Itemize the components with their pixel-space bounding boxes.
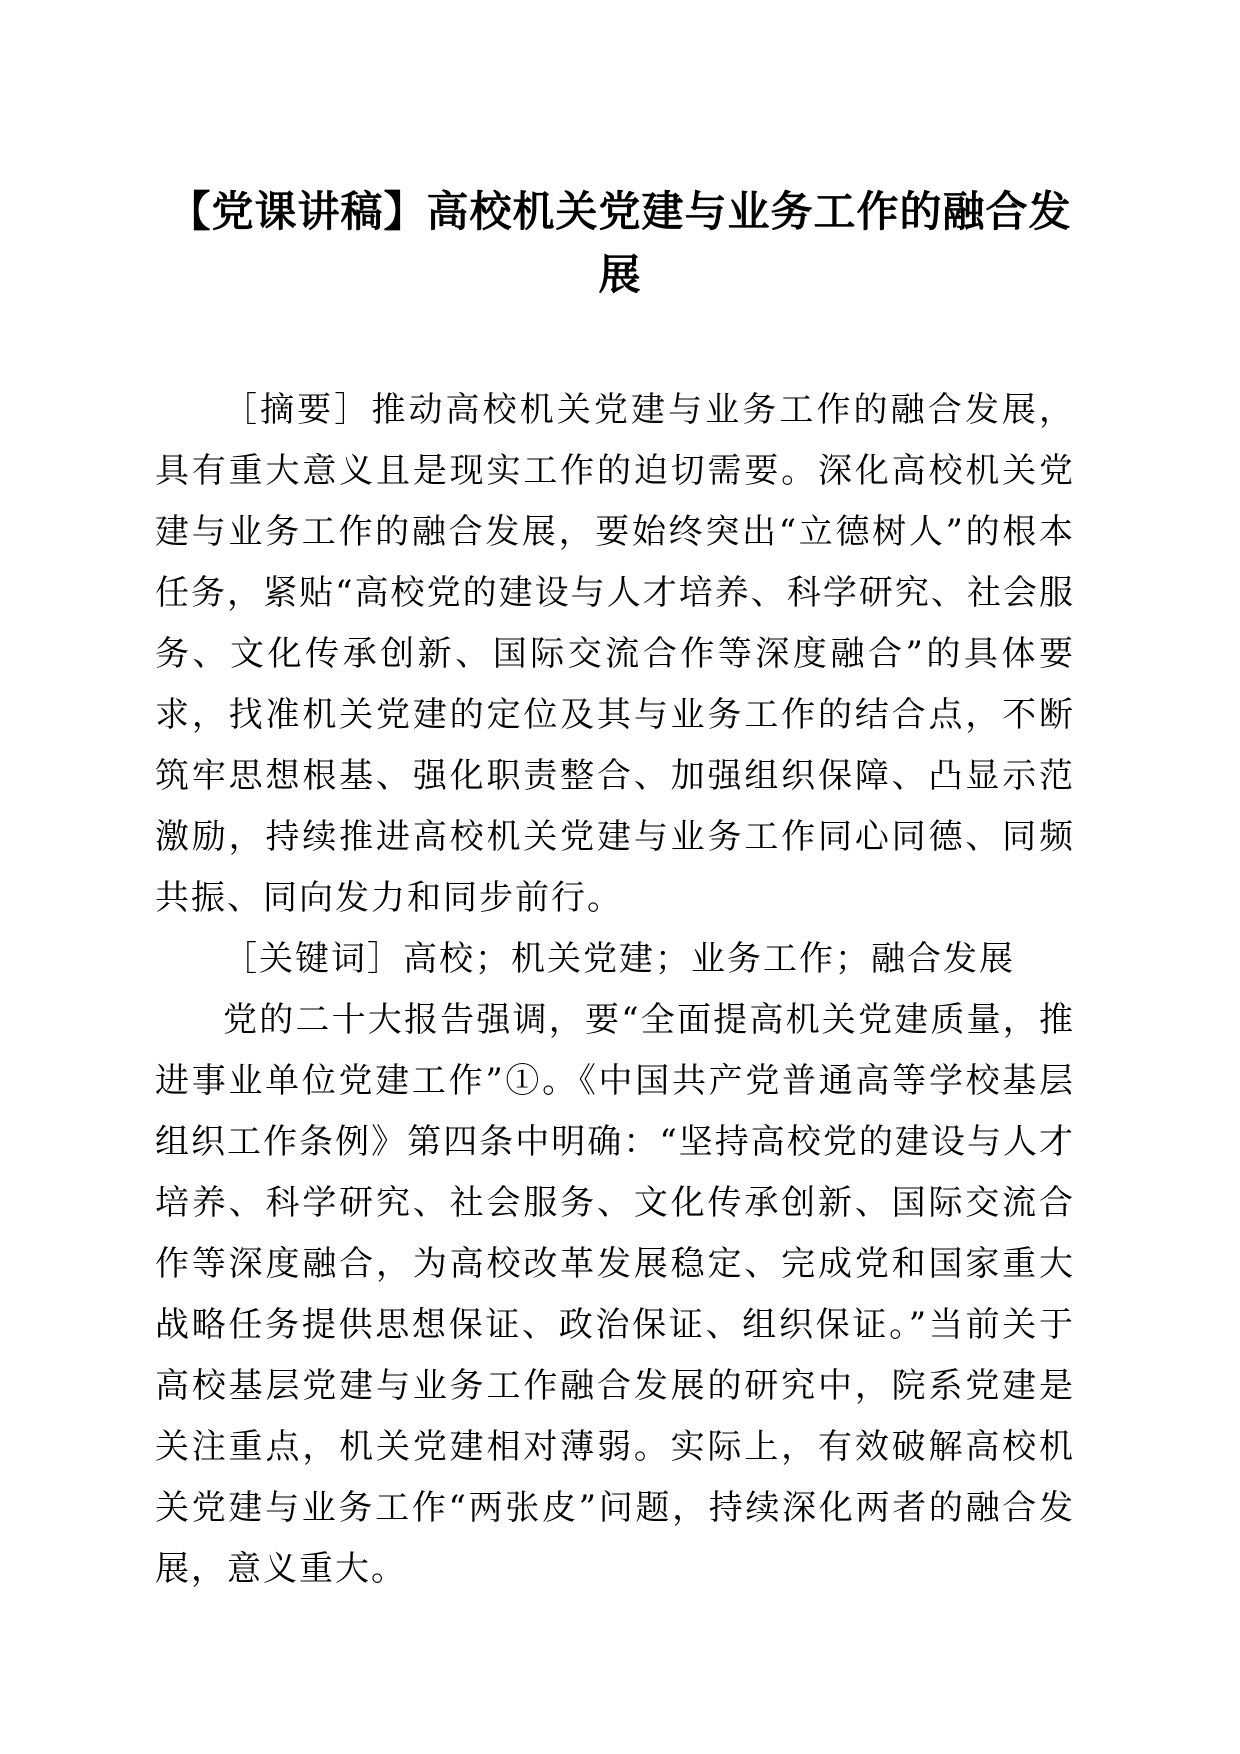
body-paragraph: 党的二十大报告强调，要“全面提高机关党建质量，推进事业单位党建工作”①。《中国共产党普通高等学校基层组织工作条例》第四条中明确：“坚持高校党的建设与人才培养、科学研究、社会服务、文化传承创新、国际交流合作等深度融合，为高校改革发展稳定、完成党和国家重大战略任务提供思想保证、政治保证、组织保证。”当前关于高校基层党建与业务工作融合发展的研究中，院系党建是关注重点，机关党建相对薄弱。实际上，有效破解高校机关党建与业务工作“两张皮”问题，持续深化两者的融合发展，意义重大。 — [155, 1000, 1075, 1589]
abstract-text: 推动高校机关党建与业务工作的融合发展，具有重大意义且是现实工作的迫切需要。深化高校机关党建与业务工作的融合发展，要始终突出“立德树人”的根本任务，紧贴“高校党的建设与人才培养、科学研究、社会服务、文化传承创新、国际交流合作等深度融合”的具体要求，找准机关党建的定位及其与业务工作的结合点，不断筑牢思想根基、强化职责整合、加强组织保障、凸显示范激励，持续推进高校机关党建与业务工作同心同德、同频共振、同向发力和同步前行。 — [155, 390, 1076, 918]
keywords-paragraph — [155, 929, 1075, 990]
keywords-label: ［关键词］ — [223, 939, 403, 979]
abstract-label: ［摘要］ — [223, 390, 372, 430]
document-body — [155, 380, 1075, 1600]
document-title: 【党课讲稿】高校机关党建与业务工作的融合发展 — [168, 187, 1072, 299]
keywords-text: 高校；机关党建；业务工作；融合发展 — [403, 939, 1015, 979]
abstract-paragraph — [155, 380, 1075, 929]
